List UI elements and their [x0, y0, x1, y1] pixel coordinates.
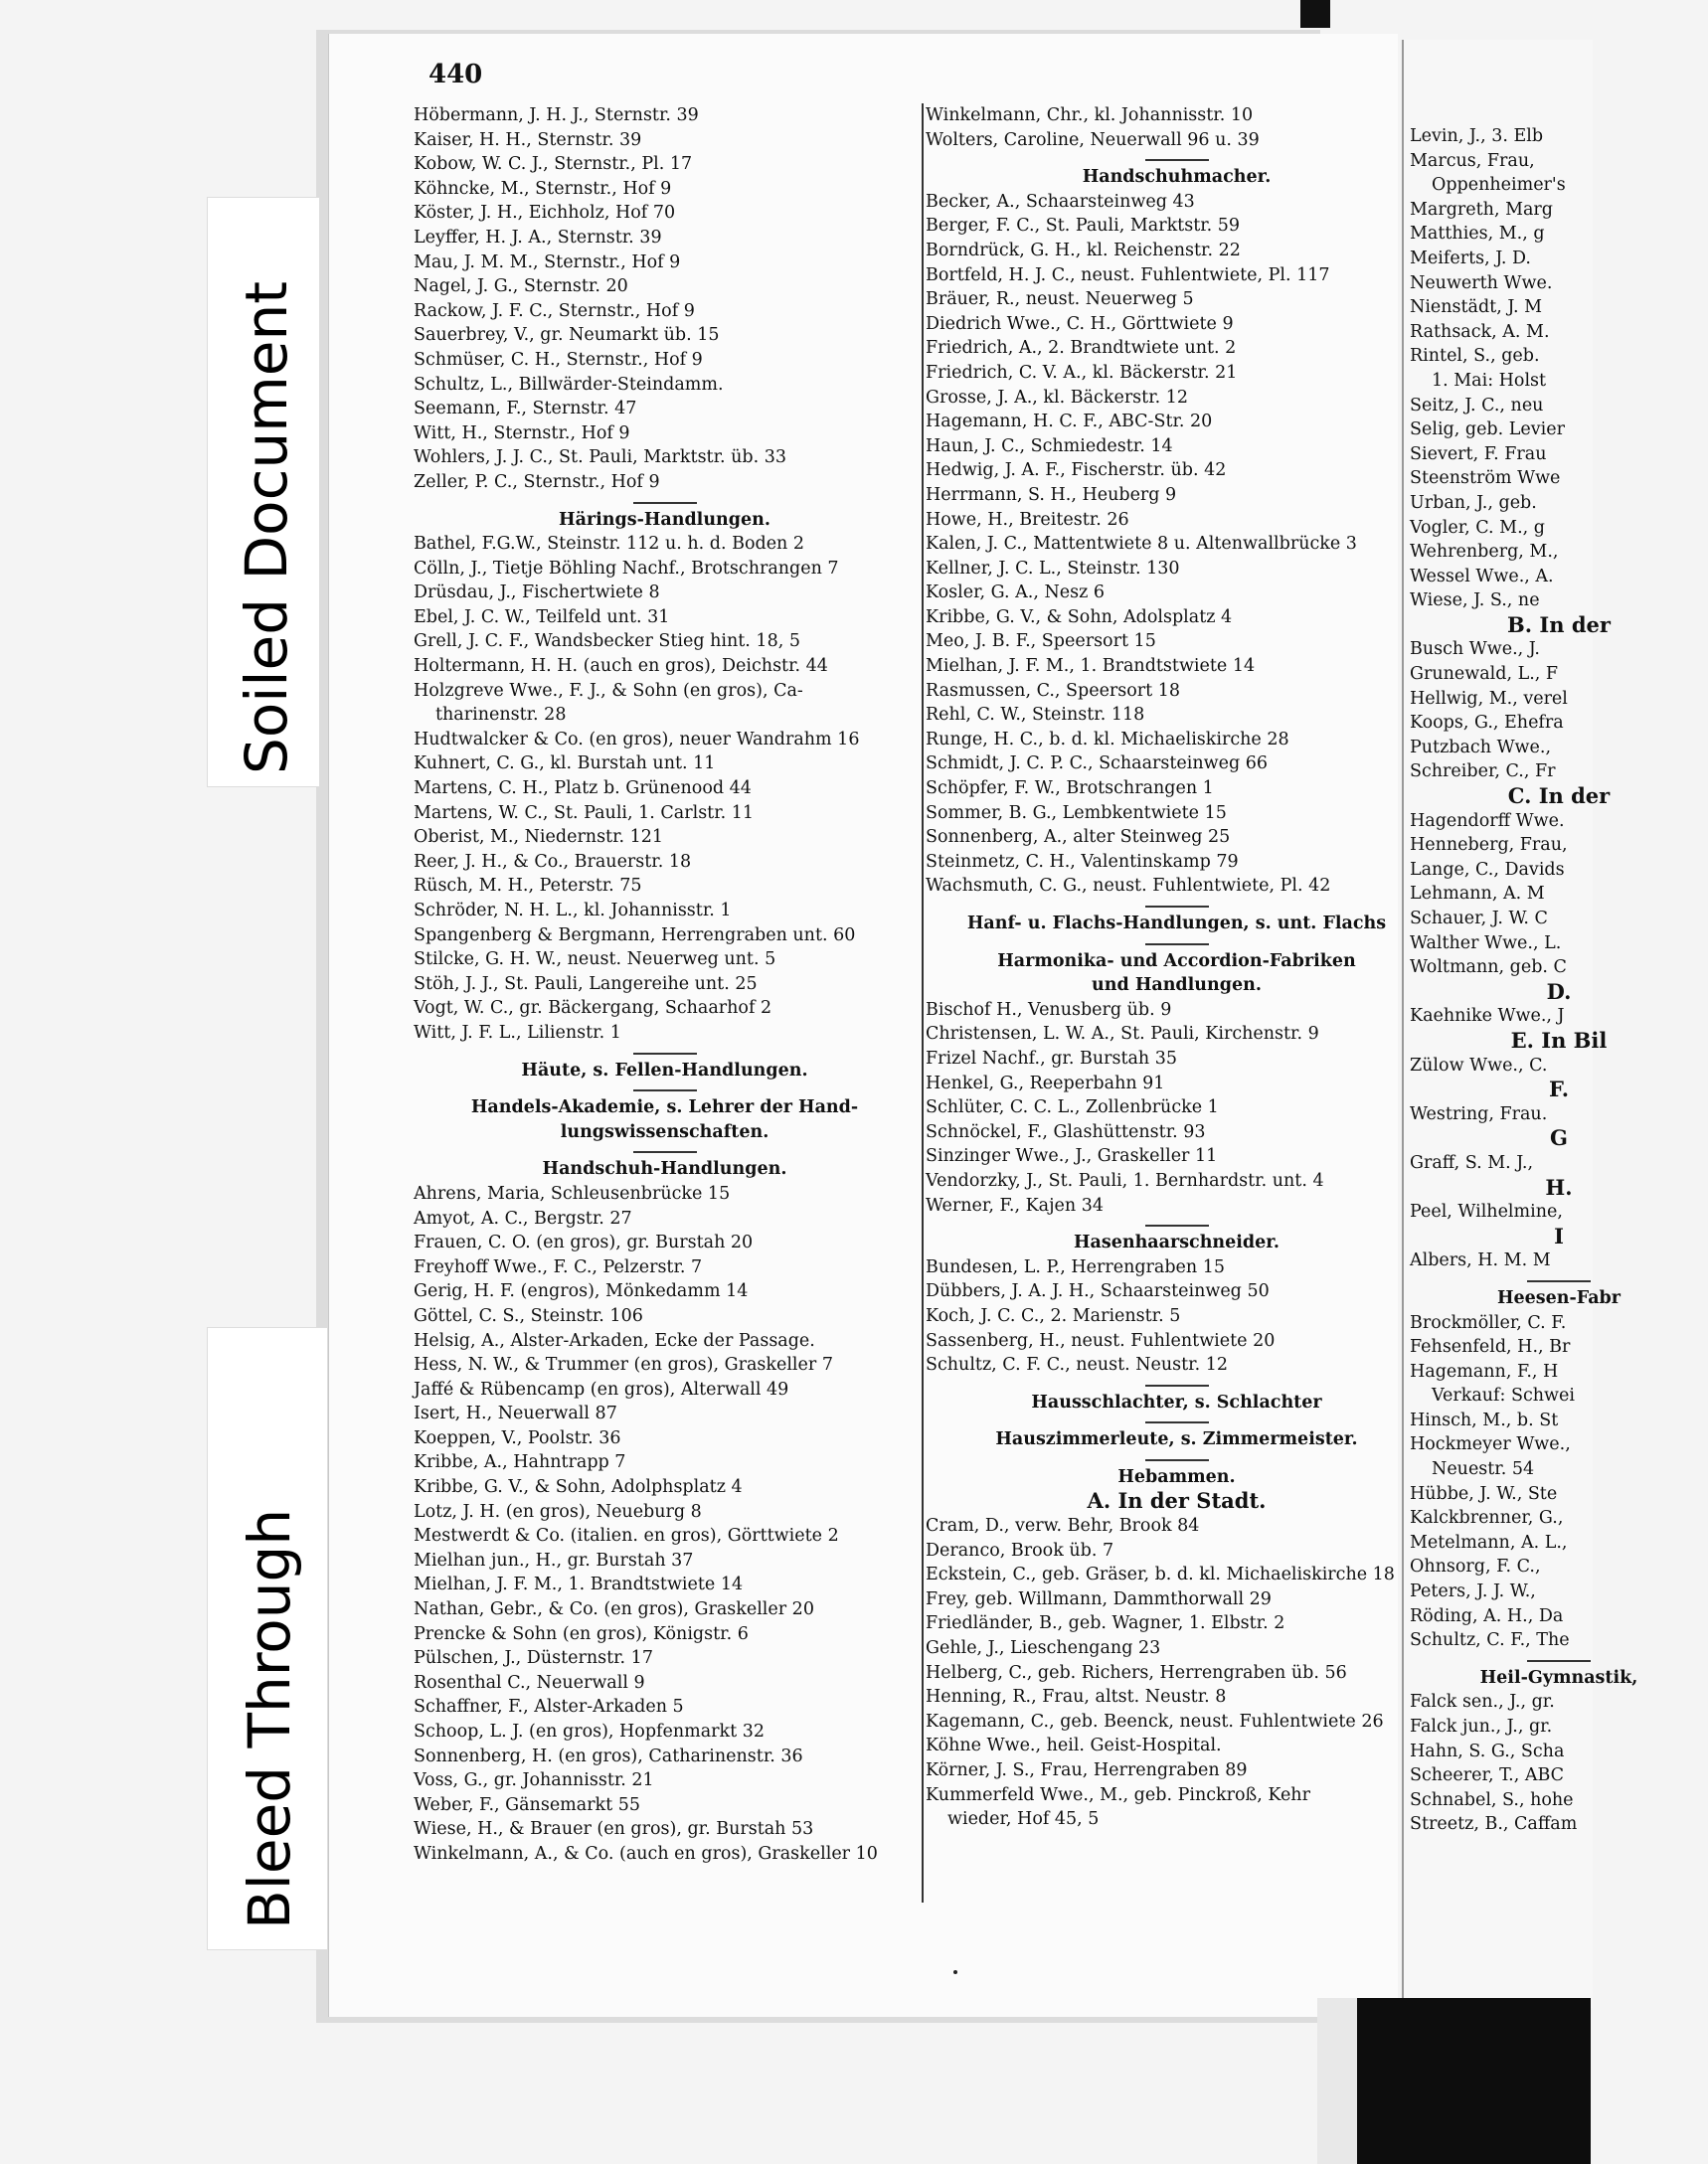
directory-entry: Kalckbrenner, G.,	[1410, 1508, 1564, 1529]
directory-entry: Bundesen, L. P., Herrengraben 15	[926, 1256, 1225, 1277]
directory-entry: Grosse, J. A., kl. Bäckerstr. 12	[926, 387, 1189, 408]
directory-entry: Neuwerth Wwe.	[1410, 272, 1553, 293]
directory-entry: Bathel, F.G.W., Steinstr. 112 u. h. d. Boden 2	[414, 534, 805, 555]
section-heading: Hebammen.	[1117, 1466, 1236, 1487]
directory-entry: Hübbe, J. W., Ste	[1410, 1483, 1558, 1504]
directory-entry: Leyffer, H. J. A., Sternstr. 39	[414, 227, 662, 248]
directory-entry: Meo, J. B. F., Speersort 15	[926, 631, 1156, 652]
section-heading: Härings-Handlungen.	[559, 509, 770, 530]
directory-entry: Mestwerdt & Co. (italien. en gros), Görttwiete 2	[414, 1526, 839, 1547]
directory-entry: Mielhan, J. F. M., 1. Brandtstwiete 14	[926, 656, 1256, 677]
directory-entry: Körner, J. S., Frau, Herrengraben 89	[926, 1760, 1248, 1780]
middle-column	[926, 103, 1428, 1832]
section-rule	[1145, 943, 1209, 945]
ink-dot	[953, 1970, 957, 1974]
directory-entry: Kalen, J. C., Mattentwiete 8 u. Altenwallbrücke 3	[926, 534, 1357, 555]
page-number: 440	[428, 60, 483, 89]
subsection-heading: E. In Bil	[1510, 1027, 1608, 1053]
directory-entry: Ebel, J. C. W., Teilfeld unt. 31	[414, 606, 670, 627]
directory-entry: Rehl, C. W., Steinstr. 118	[926, 705, 1145, 726]
directory-entry: Putzbach Wwe.,	[1410, 737, 1552, 757]
directory-entry: Ohnsorg, F. C.,	[1410, 1557, 1541, 1578]
directory-entry: Frizel Nachf., gr. Burstah 35	[926, 1048, 1178, 1069]
scanner-edge-top	[1300, 0, 1330, 28]
right-column	[1410, 124, 1708, 1837]
directory-entry: Kellner, J. C. L., Steinstr. 130	[926, 558, 1180, 579]
directory-entry: Hess, N. W., & Trummer (en gros), Graskeller 7	[414, 1355, 833, 1376]
directory-entry: Frauen, C. O. (en gros), gr. Burstah 20	[414, 1233, 754, 1253]
section-rule	[1527, 1280, 1591, 1282]
section-rule	[1145, 1421, 1209, 1423]
directory-entry: Oberist, M., Niedernstr. 121	[414, 827, 664, 848]
directory-entry: Runge, H. C., b. d. kl. Michaeliskirche 28	[926, 729, 1289, 749]
directory-entry: Drüsdau, J., Fischertwiete 8	[414, 583, 660, 603]
directory-entry: Mielhan, J. F. M., 1. Brandtstwiete 14	[414, 1575, 744, 1595]
directory-entry: Mau, J. M. M., Sternstr., Hof 9	[414, 251, 681, 272]
directory-entry: Margreth, Marg	[1410, 199, 1553, 220]
directory-entry: Schultz, C. F., The	[1410, 1630, 1570, 1651]
section-rule	[1145, 1459, 1209, 1461]
directory-entry: Schaffner, F., Alster-Arkaden 5	[414, 1697, 684, 1718]
directory-entry: Sonnenberg, A., alter Steinweg 25	[926, 827, 1231, 848]
directory-entry: Kummerfeld Wwe., M., geb. Pinckroß, Kehr	[926, 1784, 1310, 1805]
directory-entry: 1. Mai: Holst	[1432, 370, 1547, 391]
directory-entry: Schoop, L. J. (en gros), Hopfenmarkt 32	[414, 1722, 766, 1742]
directory-entry: Henkel, G., Reeperbahn 91	[926, 1073, 1165, 1093]
directory-entry: Kuhnert, C. G., kl. Burstah unt. 11	[414, 753, 716, 774]
directory-entry: Wessel Wwe., A.	[1410, 566, 1554, 586]
directory-entry: Scheerer, T., ABC	[1410, 1765, 1565, 1786]
directory-entry: Bischof H., Venusberg üb. 9	[926, 999, 1172, 1020]
directory-entry: Martens, C. H., Platz b. Grünenood 44	[414, 778, 752, 799]
directory-entry: Kribbe, G. V., & Sohn, Adolsplatz 4	[926, 606, 1233, 627]
soiled-document-text: Soiled Document	[233, 281, 300, 774]
directory-entry: Bräuer, R., neust. Neuerweg 5	[926, 289, 1194, 310]
directory-entry: Falck sen., J., gr.	[1410, 1692, 1555, 1713]
directory-entry: Seemann, F., Sternstr. 47	[414, 399, 637, 419]
directory-entry: Nagel, J. G., Sternstr. 20	[414, 276, 628, 297]
bleed-through-text: Bleed Through	[236, 1508, 303, 1929]
section-rule	[633, 1151, 697, 1153]
directory-entry: Winkelmann, A., & Co. (auch en gros), Graskeller 10	[414, 1843, 878, 1864]
directory-entry: Brockmöller, C. F.	[1410, 1312, 1567, 1333]
directory-entry: Streetz, B., Caffam	[1410, 1814, 1578, 1835]
directory-entry: Haun, J. C., Schmiedestr. 14	[926, 435, 1173, 456]
directory-entry: Friedländer, B., geb. Wagner, 1. Elbstr. 2	[926, 1613, 1285, 1634]
directory-entry: Schröder, N. H. L., kl. Johannisstr. 1	[414, 901, 732, 920]
directory-entry: Kribbe, G. V., & Sohn, Adolphsplatz 4	[414, 1477, 743, 1498]
directory-entry: Hahn, S. G., Scha	[1410, 1741, 1565, 1761]
directory-entry: Grunewald, L., F	[1410, 664, 1559, 685]
directory-entry: Sassenberg, H., neust. Fuhlentwiete 20	[926, 1330, 1276, 1351]
directory-entry: Schnabel, S., hohe	[1410, 1789, 1574, 1810]
section-heading: lungswissenschaften.	[560, 1121, 769, 1142]
directory-entry: Urban, J., geb.	[1410, 492, 1537, 513]
directory-entry: Sommer, B. G., Lembkentwiete 15	[926, 802, 1227, 823]
directory-entry: Holzgreve Wwe., F. J., & Sohn (en gros), Ca-	[414, 680, 803, 701]
directory-entry: Hudtwalcker & Co. (en gros), neuer Wandrahm 16	[414, 729, 860, 749]
directory-entry: Stöh, J. J., St. Pauli, Langereihe unt. 25	[414, 973, 758, 994]
directory-entry: Graff, S. M. J.,	[1410, 1152, 1534, 1173]
directory-entry: Helsig, A., Alster-Arkaden, Ecke der Passage.	[414, 1330, 815, 1351]
directory-entry: Seitz, J. C., neu	[1410, 395, 1544, 416]
directory-entry: wieder, Hof 45, 5	[947, 1809, 1100, 1830]
directory-entry: Kobow, W. C. J., Sternstr., Pl. 17	[414, 154, 693, 175]
directory-entry: Hinsch, M., b. St	[1410, 1410, 1559, 1430]
directory-entry: Lotz, J. H. (en gros), Neueburg 8	[414, 1501, 702, 1522]
directory-entry: Gehle, J., Lieschengang 23	[926, 1638, 1161, 1659]
directory-entry: Werner, F., Kajen 34	[926, 1195, 1104, 1216]
directory-entry: Wachsmuth, C. G., neust. Fuhlentwiete, Pl. 42	[926, 876, 1331, 897]
section-heading: Harmonika- und Accordion-Fabriken	[997, 950, 1356, 971]
directory-entry: Vendorzky, J., St. Pauli, 1. Bernhardstr. unt. 4	[926, 1170, 1324, 1191]
directory-entry: Göttel, C. S., Steinstr. 106	[414, 1305, 643, 1326]
directory-entry: Schreiber, C., Fr	[1410, 761, 1556, 782]
section-heading: Handels-Akademie, s. Lehrer der Hand-	[470, 1097, 859, 1118]
directory-entry: Meiferts, J. D.	[1410, 248, 1531, 268]
section-rule	[1145, 906, 1209, 908]
directory-entry: Busch Wwe., J.	[1410, 639, 1540, 660]
directory-entry: Levin, J., 3. Elb	[1410, 126, 1544, 146]
directory-entry: Oppenheimer's	[1432, 175, 1566, 196]
directory-entry: Neuestr. 54	[1432, 1459, 1535, 1480]
directory-entry: Rasmussen, C., Speersort 18	[926, 680, 1181, 701]
directory-entry: Isert, H., Neuerwall 87	[414, 1404, 617, 1424]
directory-entry: Fehsenfeld, H., Br	[1410, 1337, 1571, 1358]
directory-entry: Friedrich, A., 2. Brandtwiete unt. 2	[926, 338, 1237, 359]
directory-entry: Wohlers, J. J. C., St. Pauli, Marktstr. üb. 33	[414, 447, 787, 468]
section-rule	[1145, 159, 1209, 161]
section-heading: Häute, s. Fellen-Handlungen.	[521, 1060, 808, 1081]
directory-entry: Selig, geb. Levier	[1410, 419, 1565, 440]
directory-entry: Kaiser, H. H., Sternstr. 39	[414, 129, 642, 150]
directory-entry: Berger, F. C., St. Pauli, Marktstr. 59	[926, 216, 1241, 237]
directory-entry: Rüsch, M. H., Peterstr. 75	[414, 876, 642, 897]
subsection-heading: C. In der	[1507, 783, 1611, 809]
section-rule	[1145, 1225, 1209, 1227]
directory-entry: Hagemann, F., H	[1410, 1361, 1559, 1382]
directory-entry: Hellwig, M., verel	[1410, 688, 1568, 709]
directory-entry: Freyhoff Wwe., F. C., Pelzerstr. 7	[414, 1256, 703, 1277]
directory-entry: Köhncke, M., Sternstr., Hof 9	[414, 178, 672, 199]
section-heading: Hanf- u. Flachs-Handlungen, s. unt. Flachs	[966, 914, 1387, 933]
bleed-through-label	[207, 1327, 328, 1950]
directory-entry: Röding, A. H., Da	[1410, 1605, 1564, 1626]
directory-entry: Schnöckel, F., Glashüttenstr. 93	[926, 1121, 1206, 1142]
directory-entry: Prencke & Sohn (en gros), Königstr. 6	[414, 1623, 749, 1644]
directory-entry: Nathan, Gebr., & Co. (en gros), Graskeller 20	[414, 1599, 814, 1620]
directory-entry: Metelmann, A. L.,	[1410, 1532, 1568, 1553]
section-heading: Heesen-Fabr	[1496, 1287, 1622, 1308]
directory-entry: Deranco, Brook üb. 7	[926, 1540, 1114, 1561]
directory-entry: Albers, H. M. M	[1410, 1250, 1551, 1271]
directory-entry: Schmidt, J. C. P. C., Schaarsteinweg 66	[926, 753, 1268, 774]
directory-entry: Henning, R., Frau, altst. Neustr. 8	[926, 1687, 1227, 1708]
directory-entry: Wehrenberg, M.,	[1410, 542, 1559, 563]
directory-entry: Cram, D., verw. Behr, Brook 84	[926, 1516, 1200, 1537]
directory-entry: Ahrens, Maria, Schleusenbrücke 15	[414, 1183, 731, 1204]
scanner-edge-bottom	[1317, 1998, 1591, 2164]
subsection-heading: A. In der Stadt.	[1087, 1488, 1267, 1514]
directory-entry: Westring, Frau.	[1410, 1103, 1548, 1124]
directory-entry: Holtermann, H. H. (auch en gros), Deichstr. 44	[414, 656, 828, 677]
directory-entry: Becker, A., Schaarsteinweg 43	[926, 191, 1195, 212]
section-rule	[633, 502, 697, 504]
section-rule	[633, 1053, 697, 1055]
directory-entry: Vogler, C. M., g	[1410, 517, 1545, 538]
adjacent-page	[1402, 40, 1638, 2008]
directory-entry: Witt, H., Sternstr., Hof 9	[414, 422, 630, 443]
directory-entry: Friedrich, C. V. A., kl. Bäckerstr. 21	[926, 362, 1238, 383]
directory-entry: Verkauf: Schwei	[1432, 1386, 1575, 1407]
subsection-heading: B. In der	[1507, 611, 1611, 637]
directory-entry: Weber, F., Gänsemarkt 55	[414, 1794, 641, 1815]
directory-entry: Steenström Wwe	[1410, 468, 1561, 489]
directory-entry: Amyot, A. C., Bergstr. 27	[414, 1208, 632, 1229]
directory-entry: Koch, J. C. C., 2. Marienstr. 5	[926, 1305, 1181, 1326]
directory-entry: Nienstädt, J. M	[1410, 297, 1543, 318]
directory-entry: Hedwig, J. A. F., Fischerstr. üb. 42	[926, 460, 1227, 481]
directory-entry: Herrmann, S. H., Heuberg 9	[926, 484, 1177, 505]
directory-entry: Voss, G., gr. Johannisstr. 21	[414, 1770, 654, 1791]
directory-entry: Kosler, G. A., Nesz 6	[926, 583, 1106, 603]
directory-entry: Wiese, H., & Brauer (en gros), gr. Burstah 53	[414, 1819, 814, 1840]
directory-entry: Schöpfer, F. W., Brotschrangen 1	[926, 778, 1214, 799]
directory-entry: Pülschen, J., Düsternstr. 17	[414, 1648, 653, 1669]
directory-entry: Rackow, J. F. C., Sternstr., Hof 9	[414, 300, 695, 321]
section-heading: Hausschlachter, s. Schlachter	[1031, 1392, 1322, 1413]
directory-entry: tharinenstr. 28	[435, 705, 567, 726]
directory-entry: Schmüser, C. H., Sternstr., Hof 9	[414, 349, 703, 370]
subsection-heading: D.	[1546, 978, 1572, 1004]
section-rule	[1145, 1385, 1209, 1387]
directory-entry: Steinmetz, C. H., Valentinskamp 79	[926, 851, 1239, 872]
directory-entry: Rathsack, A. M.	[1410, 321, 1550, 342]
directory-entry: Höbermann, J. H. J., Sternstr. 39	[414, 105, 699, 125]
directory-entry: Hagendorff Wwe.	[1410, 810, 1565, 831]
directory-entry: Köster, J. H., Eichholz, Hof 70	[414, 203, 676, 224]
section-rule	[1527, 1660, 1591, 1662]
directory-entry: Zeller, P. C., Sternstr., Hof 9	[414, 471, 660, 492]
directory-entry: Matthies, M., g	[1410, 224, 1545, 245]
directory-entry: Dübbers, J. A. J. H., Schaarsteinweg 50	[926, 1281, 1270, 1302]
directory-entry: Koops, G., Ehefra	[1410, 713, 1564, 734]
directory-entry: Köhne Wwe., heil. Geist-Hospital.	[926, 1736, 1222, 1756]
directory-entry: Rosenthal C., Neuerwall 9	[414, 1672, 645, 1693]
directory-entry: Borndrück, G. H., kl. Reichenstr. 22	[926, 240, 1241, 260]
directory-entry: Christensen, L. W. A., St. Pauli, Kirchenstr. 9	[926, 1024, 1319, 1045]
directory-entry: Howe, H., Breitestr. 26	[926, 509, 1129, 530]
directory-entry: Sinzinger Wwe., J., Graskeller 11	[926, 1146, 1218, 1167]
directory-entry: Kagemann, C., geb. Beenck, neust. Fuhlentwiete 26	[926, 1711, 1384, 1732]
directory-entry: Schlüter, C. C. L., Zollenbrücke 1	[926, 1097, 1219, 1118]
section-rule	[633, 1089, 697, 1091]
directory-entry: Peters, J. J. W.,	[1410, 1581, 1536, 1602]
directory-entry: Koeppen, V., Poolstr. 36	[414, 1427, 621, 1448]
section-heading: Hauszimmerleute, s. Zimmermeister.	[995, 1429, 1358, 1450]
directory-entry: Hagemann, H. C. F., ABC-Str. 20	[926, 412, 1213, 432]
soiled-document-label	[207, 197, 320, 787]
directory-entry: Eckstein, C., geb. Gräser, b. d. kl. Michaeliskirche 18	[926, 1565, 1395, 1585]
directory-entry: Sonnenberg, H. (en gros), Catharinenstr. 36	[414, 1746, 803, 1766]
directory-entry: Mielhan jun., H., gr. Burstah 37	[414, 1550, 694, 1571]
directory-entry: Rintel, S., geb.	[1410, 346, 1540, 367]
directory-entry: Walther Wwe., L.	[1410, 932, 1562, 953]
subsection-heading: H.	[1545, 1174, 1573, 1200]
directory-entry: Grell, J. C. F., Wandsbecker Stieg hint. 18, 5	[414, 631, 800, 652]
directory-entry: Cölln, J., Tietje Böhling Nachf., Brotschrangen 7	[414, 558, 839, 579]
directory-entry: Wiese, J. S., ne	[1410, 590, 1540, 611]
directory-entry: Helberg, C., geb. Richers, Herrengraben üb. 56	[926, 1662, 1347, 1683]
directory-entry: Falck jun., J., gr.	[1410, 1717, 1553, 1737]
directory-entry: Winkelmann, Chr., kl. Johannisstr. 10	[926, 105, 1254, 125]
section-heading: Handschuhmacher.	[1082, 167, 1272, 188]
directory-entry: Bortfeld, H. J. C., neust. Fuhlentwiete, Pl. 117	[926, 264, 1330, 285]
directory-entry: Wolters, Caroline, Neuerwall 96 u. 39	[926, 129, 1260, 150]
section-heading: Handschuh-Handlungen.	[542, 1159, 787, 1180]
directory-entry: Zülow Wwe., C.	[1410, 1055, 1548, 1076]
directory-entry: Henneberg, Frau,	[1410, 835, 1568, 856]
directory-entry: Witt, J. F. L., Lilienstr. 1	[414, 1022, 621, 1043]
directory-entry: Stilcke, G. H. W., neust. Neuerweg unt. 5	[414, 949, 776, 970]
directory-entry: Peel, Wilhelmine,	[1410, 1202, 1563, 1223]
subsection-heading: G	[1550, 1125, 1568, 1151]
directory-entry: Frey, geb. Willmann, Dammthorwall 29	[926, 1588, 1272, 1609]
directory-entry: Reer, J. H., & Co., Brauerstr. 18	[414, 851, 692, 872]
directory-entry: Sievert, F. Frau	[1410, 443, 1547, 464]
directory-entry: Diedrich Wwe., C. H., Görttwiete 9	[926, 313, 1234, 334]
directory-entry: Marcus, Frau,	[1410, 150, 1535, 171]
section-heading: und Handlungen.	[1092, 975, 1262, 996]
subsection-heading: F.	[1548, 1077, 1570, 1102]
directory-entry: Vogt, W. C., gr. Bäckergang, Schaarhof 2	[414, 998, 772, 1019]
directory-entry: Spangenberg & Bergmann, Herrengraben unt. 60	[414, 924, 856, 945]
directory-entry: Jaffé & Rübencamp (en gros), Alterwall 49	[414, 1379, 789, 1400]
directory-entry: Lehmann, A. M	[1410, 884, 1545, 905]
directory-entry: Hockmeyer Wwe.,	[1410, 1434, 1571, 1455]
book-page	[328, 34, 1398, 2017]
section-heading: Heil-Gymnastik,	[1479, 1667, 1638, 1688]
directory-entry: Schultz, L., Billwärder-Steindamm.	[414, 374, 724, 395]
directory-entry: Gerig, H. F. (engros), Mönkedamm 14	[414, 1281, 749, 1302]
directory-entry: Lange, C., Davids	[1410, 859, 1565, 880]
directory-entry: Kaehnike Wwe., J	[1410, 1006, 1565, 1027]
directory-entry: Martens, W. C., St. Pauli, 1. Carlstr. 11	[414, 802, 755, 823]
directory-entry: Sauerbrey, V., gr. Neumarkt üb. 15	[414, 325, 720, 346]
directory-entry: Kribbe, A., Hahntrapp 7	[414, 1452, 626, 1473]
directory-entry: Schultz, C. F. C., neust. Neustr. 12	[926, 1355, 1229, 1376]
directory-entry: Woltmann, geb. C	[1410, 957, 1567, 978]
directory-entry: Schauer, J. W. C	[1410, 909, 1548, 928]
left-column	[414, 103, 924, 1903]
section-heading: Hasenhaarschneider.	[1073, 1233, 1281, 1253]
subsection-heading: I	[1554, 1223, 1564, 1248]
